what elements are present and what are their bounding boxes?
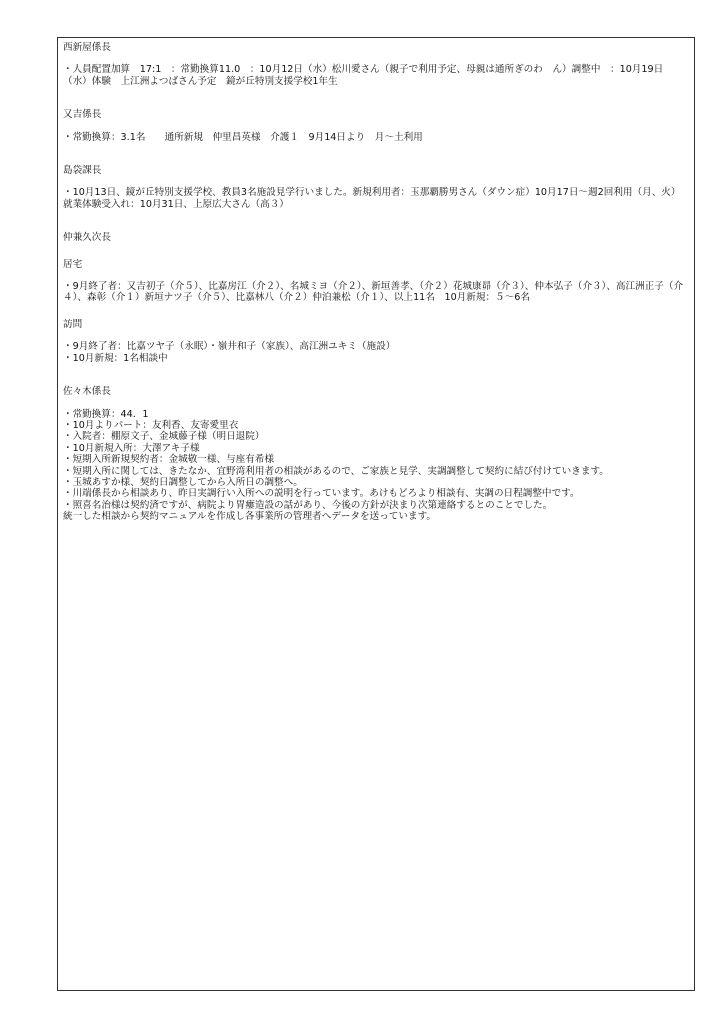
report-line: ・常勤換算：3.1名 通所新規 仲里昌英様 介護１ 9月14日より 月～土利用 <box>63 131 423 143</box>
subsection-heading-home-care: 居宅 <box>63 258 83 270</box>
section-heading-sasaki: 佐々木係長 <box>63 386 111 398</box>
report-line: ・入院者：棚原文子、金城藤子様（明日退院） <box>63 431 265 443</box>
report-line: ・常勤換算：44．1 <box>63 408 149 420</box>
section-heading-shimabukuro: 島袋課長 <box>63 165 102 177</box>
report-line: ・9月終了者：比嘉ツヤ子（永眠）・嶺井和子（家族）、高江洲ユキミ（施設） <box>63 341 396 353</box>
report-line: ・玉城あすか様、契約日調整してから入所日の調整へ。 <box>63 476 303 488</box>
subsection-heading-visiting: 訪問 <box>63 318 83 330</box>
report-line: ・短期入所新規契約者：金城敬一様、与座有希様 <box>63 454 275 466</box>
section-heading-nakaganeku: 仲兼久次長 <box>63 232 111 244</box>
report-line: ・短期入所に関しては、きたなか、宜野湾利用者の相談があるので、ご家族と見学、実調調整して契約に結び付けていきます。 <box>63 465 609 477</box>
section-heading-matayoshi: 又吉係長 <box>63 109 102 121</box>
report-line: ・人員配置加算 17:1 ：常勤換算11.0 ：10月12日（水）松川愛さん（親子で利用予定、母親は通所ぎのわ ん）調整中 ：10月19日（水）体験 上江洲よつばさん予定 鏡が丘特別支援学校1年生 <box>63 64 664 87</box>
report-line: ・10月新規：1名相談中 <box>63 352 168 364</box>
report-line: ・10月よりパート：友利香、友寄愛里衣 <box>63 419 239 431</box>
section-heading-nishiaraya: 西新屋係長 <box>63 42 111 53</box>
report-line: ・9月終了者：又吉初子（介５）、比嘉房江（介２）、名城ミヨ（介２）、新垣善孝、（介２）花城康昴（介３）、仲本弘子（介３）、高江洲正子（介４）、森彰（介１）新垣ナツ子（介５）、比嘉林八（介２）仲泊兼松（介１）、以上11名 10月新規：５～6名 <box>63 281 684 304</box>
report-frame <box>57 37 695 991</box>
report-line: ・10月新規入所：大澤アキ子様 <box>63 442 200 454</box>
report-line: 統一した相談から契約マニュアルを作成し各事業所の管理者へデータを送っています。 <box>63 511 437 523</box>
report-line: ・10月13日、鏡が丘特別支援学校、教員3名施設見学行いました。新規利用者：玉那覇勝男さん（ダウン症）10月17日～週2回利用（月、火）就業体験受入れ：10月31日、上原広大さん（高３） <box>63 187 681 210</box>
report-line: ・照喜名治様は契約済ですが、病院より胃瘻造設の話があり、今後の方針が決まり次第連絡するとのことでした。 <box>63 499 553 511</box>
report-line: ・川端係長から相談あり、昨日実調行い入所への説明を行っています。あけもどろより相談有、実調の日程調整中です。 <box>63 488 580 500</box>
